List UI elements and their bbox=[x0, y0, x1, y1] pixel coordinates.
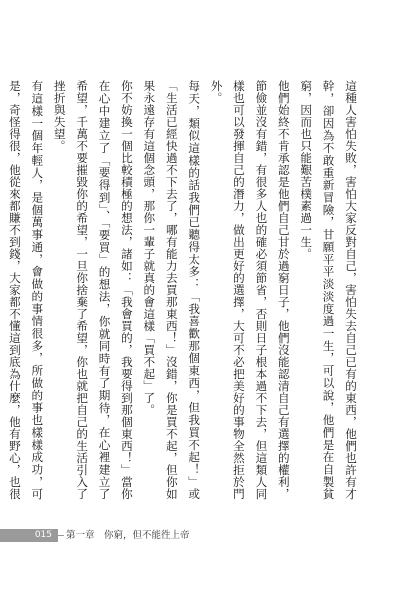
footer-rule bbox=[58, 535, 64, 536]
running-head: 第一章 你窮，但不能徃上帝 bbox=[66, 530, 190, 541]
paragraph: 有這樣一個年輕人，是個萬事通，會做的事情很多，所做的事也樣樣成功，可是，奇怪得很，他從來都賺不到錢，大家都不懂這到底為什麼，他有野心，也很 bbox=[7, 80, 45, 500]
paragraph: 他們始終不肯承認是他們自己甘於過窮日子，他們沒能認清自己有選擇的權利，節儉並沒有錯，有很多人也的確必須節省，否則日子根本過不下去，但這類人同樣也可以發揮自己的潛力，做出更好的選擇，大可不必把美好的事物全然拒於門外。 bbox=[209, 80, 291, 500]
paragraph: 這種人害怕失敗，害怕大家反對自己，害怕失去自己已有的東西，他們也許有才幹，卻因為不敢重新冒險，甘願平平淡淡度過一生，可以說，他們是在自製貧窮，因而也只能艱苦樸素過一生。 bbox=[299, 80, 358, 500]
paragraph: 每天，類似這樣的話我們已聽得太多：「我喜歡那個東西，但我買不起！」或「生活已經快過不下去了，哪有能力去買那東西！」沒錯，你是買不起，但你如果永遠存有這個念頭，那你一輩子就真的會這樣「買不起」了。 bbox=[142, 80, 202, 500]
page-number: 015 bbox=[34, 530, 52, 540]
page-footer bbox=[0, 529, 419, 543]
page-number-tab bbox=[0, 529, 58, 542]
paragraph: 你不妨換一個比較積極的想法，諸如：「我會買的，我要得到那個東西！」當你在心中建立了「要得到」、「要買」的想法，你就同時有了期待，在心裡建立了希望，千萬不要摧毀你的希望，一旦你捨棄了希望，你也就把自己的生活引入了挫折與失望。 bbox=[52, 80, 134, 500]
body-text bbox=[7, 80, 362, 500]
